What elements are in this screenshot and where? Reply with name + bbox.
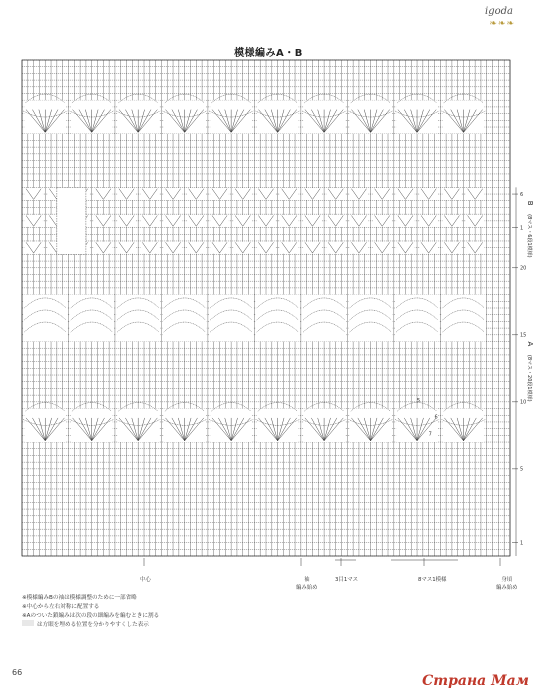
inner-row-number: 7 [428,431,432,438]
body-start-label: 身頃 編み始め [496,577,518,591]
legend-swatch [22,620,34,626]
one-repeat-label: 3目1マス [335,577,359,583]
row-number: 1 [520,540,524,547]
motif-space [441,295,485,342]
eight-repeat-label: 8マス1模様 [418,577,447,583]
row-number: 20 [520,265,527,272]
row-number: 10 [520,399,527,406]
row-number: 5 [520,466,524,473]
note-4: は方眼を埋める位置を分かりやすくした表示 [37,622,149,628]
motif-space [70,295,114,342]
motif-space [256,295,300,342]
brand-logo: igoda [485,6,513,17]
motif-space [116,295,160,342]
note-2: ※中心から左右対称に配置する [22,604,100,610]
inner-row-number: 5 [417,397,421,404]
motif-space [23,295,67,342]
note-1: ※模様編みBの袖は模様調整のために一部省略 [22,595,137,601]
section-a-detail: (8マス・20段1模様) [526,354,532,402]
inner-row-number: 6 [434,414,438,421]
brand-ornament: ❧❧❧ [489,19,515,29]
row-number: 6 [520,191,524,198]
section-b-detail: (8マス・6段1模様) [526,214,532,258]
note-3: ※Aのついた鎖編みは次の段の細編みを編むときに割る [22,613,160,619]
motif-space [395,295,439,342]
site-watermark: Страна Мам [422,673,529,689]
section-b-label: B [526,200,534,206]
row-number: 15 [520,332,527,339]
row-number: 1 [520,225,524,232]
motif-space [57,187,86,254]
motif-space [163,295,207,342]
chart-title: 模様編みA・B [234,48,303,59]
sleeve-start-label: 袖 編み始め [296,577,318,591]
motif-space [209,295,253,342]
page-number: 66 [12,668,23,677]
center-label: 中心 [140,577,151,583]
section-a-label: A [526,341,534,347]
motif-space [302,295,346,342]
motif-space [348,295,392,342]
